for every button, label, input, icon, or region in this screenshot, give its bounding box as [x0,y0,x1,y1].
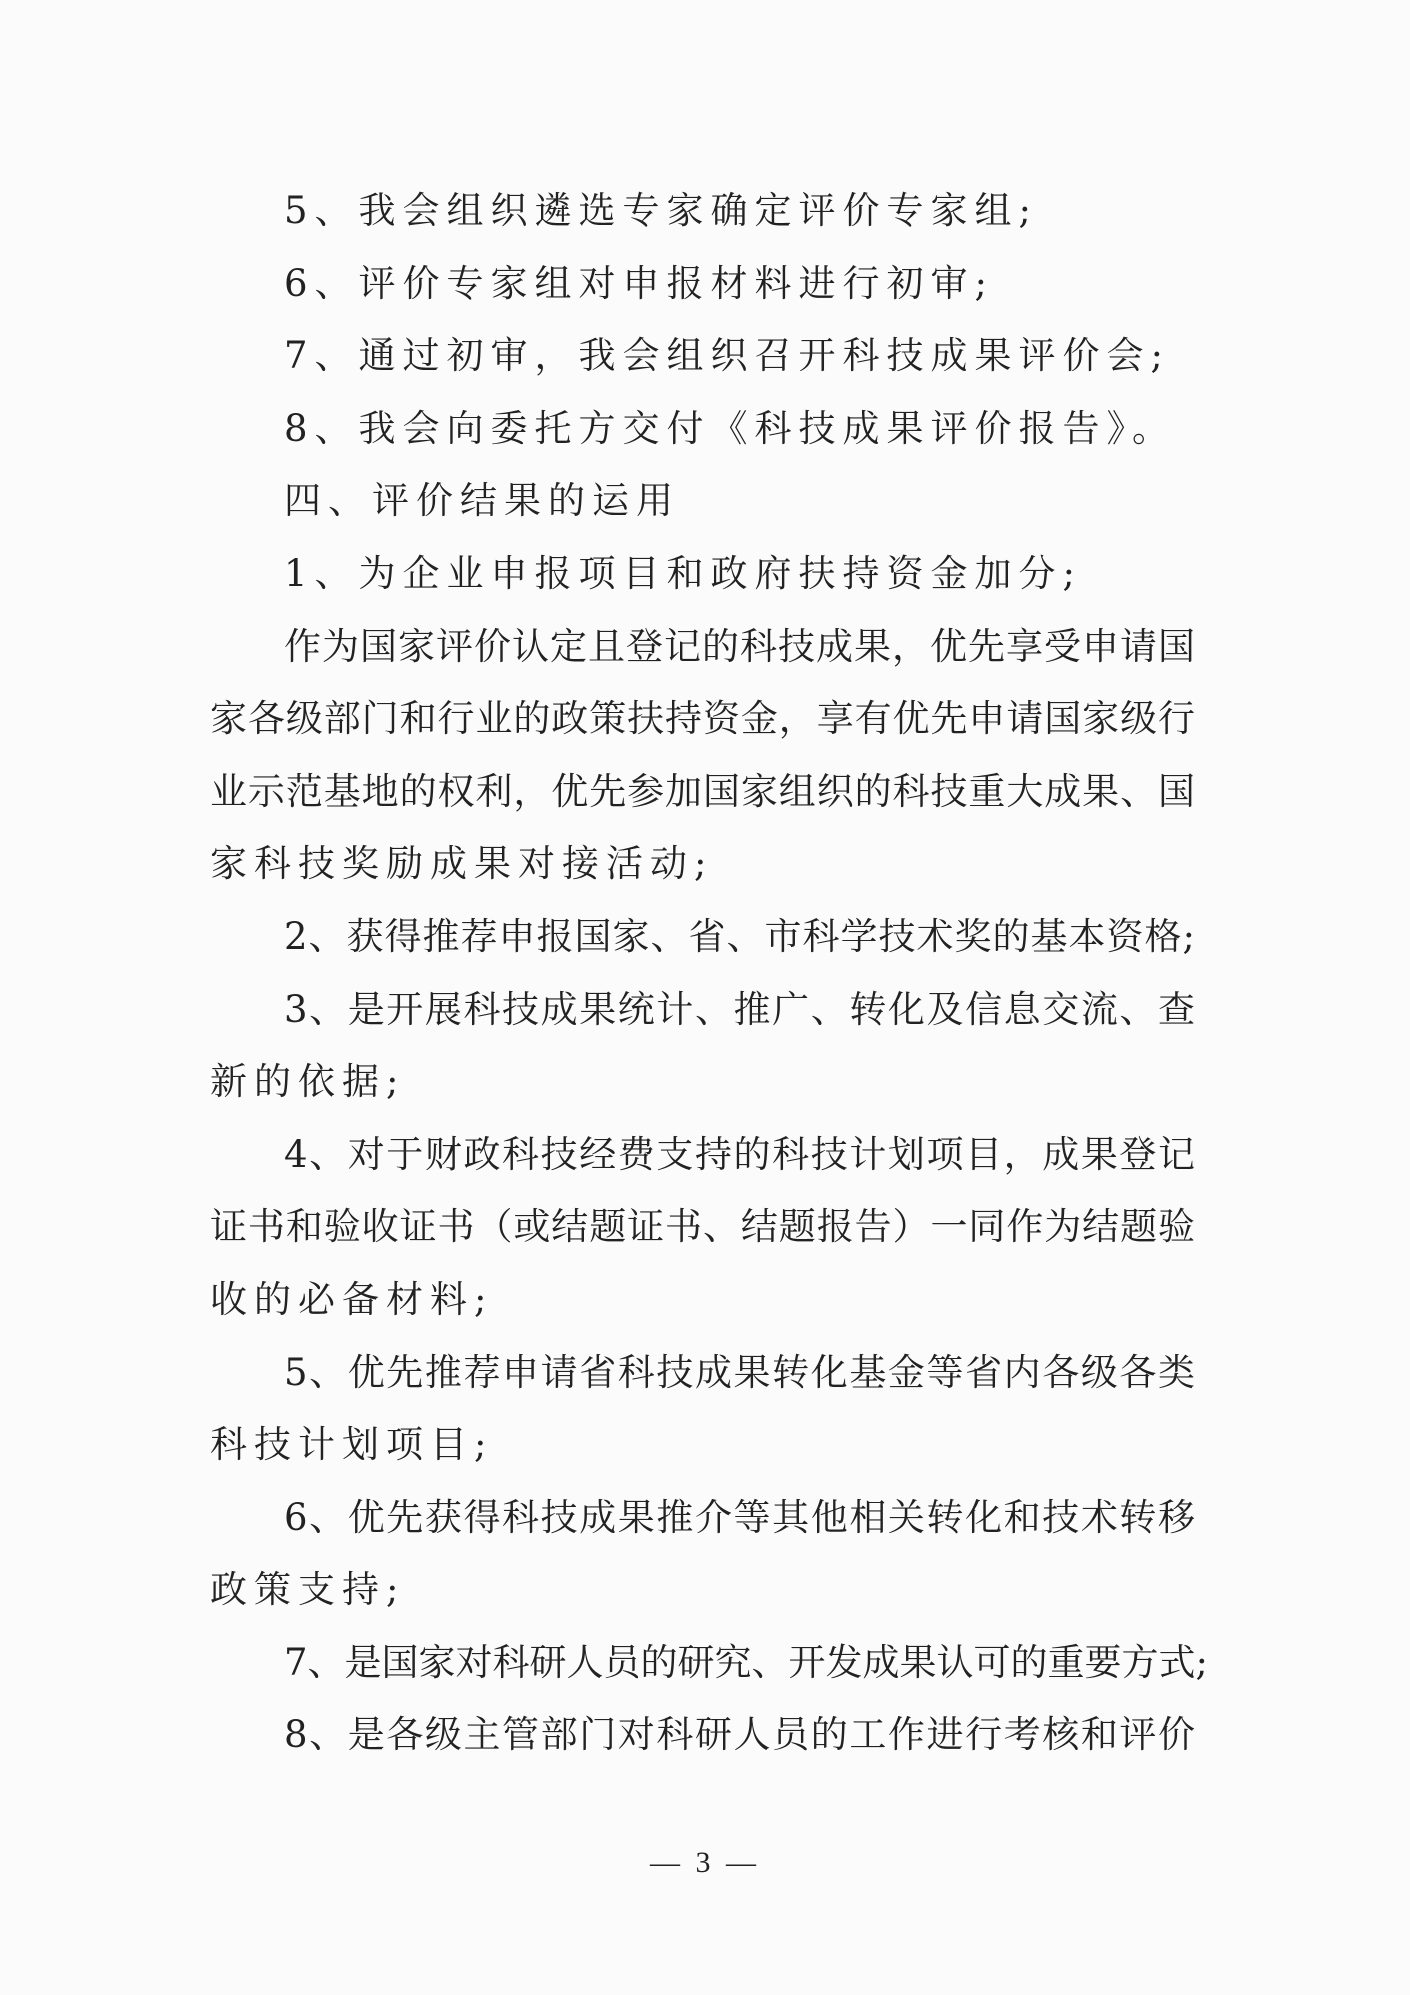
text-line: 证书和验收证书（或结题证书、结题报告）一同作为结题验 [210,1205,1195,1249]
document-body [210,175,1209,1772]
text-line: 家科技奖励成果对接活动; [210,842,714,886]
text-line: 1、为企业申报项目和政府扶持资金加分; [284,551,1083,595]
text-line: 6、优先获得科技成果推介等其他相关转化和技术转移 [284,1495,1195,1539]
text-line: 2、获得推荐申报国家、省、市科学技术奖的基本资格; [284,914,1195,958]
text-line: 新的依据; [210,1060,406,1104]
text-line: 作为国家评价认定且登记的科技成果，优先享受申请国 [284,624,1195,668]
text-line: 收的必备材料; [210,1277,494,1321]
text-line: 3、是开展科技成果统计、推广、转化及信息交流、查 [284,987,1195,1031]
text-line: 科技计划项目; [210,1423,494,1467]
text-line: 5、优先推荐申请省科技成果转化基金等省内各级各类 [284,1350,1195,1394]
text-line: 7、是国家对科研人员的研究、开发成果认可的重要方式; [284,1640,1209,1684]
text-line: 8、是各级主管部门对科研人员的工作进行考核和评价 [284,1713,1195,1757]
text-line: 4、对于财政科技经费支持的科技计划项目，成果登记 [284,1132,1195,1176]
text-line: 业示范基地的权利，优先参加国家组织的科技重大成果、国 [210,769,1195,813]
text-line: 政策支持; [210,1568,406,1612]
text-line: 家各级部门和行业的政策扶持资金，享有优先申请国家级行 [210,697,1195,741]
text-line: 6、评价专家组对申报材料进行初审; [284,261,995,305]
text-line: 7、通过初审，我会组织召开科技成果评价会; [284,334,1171,378]
text-line: 5、我会组织遴选专家确定评价专家组; [284,189,1039,232]
section-heading: 四、评价结果的运用 [284,479,680,523]
page-number: — 3 — [650,1846,760,1879]
text-line: 8、我会向委托方交付《科技成果评价报告》。 [284,406,1177,450]
